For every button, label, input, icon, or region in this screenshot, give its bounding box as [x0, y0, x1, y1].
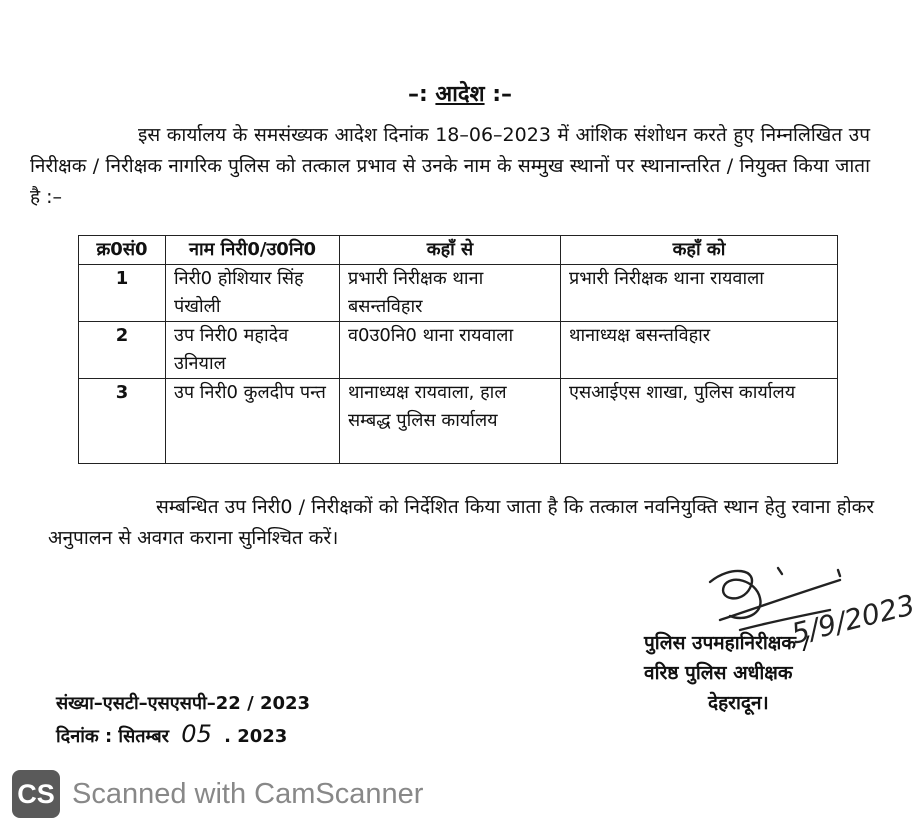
- transfer-table: [78, 235, 838, 464]
- camscanner-logo-icon: CS: [12, 770, 60, 818]
- cell-sno: 1: [79, 265, 166, 322]
- date-day: 05: [181, 720, 212, 748]
- order-title: [0, 78, 920, 108]
- intro-paragraph: इस कार्यालय के समसंख्यक आदेश दिनांक 18–06–2023 में आंशिक संशोधन करते हुए निम्नलिखित उप निरीक्षक / निरीक्षक नागरिक पुलिस को तत्काल प्रभाव से उनके नाम के सम्मुख स्थानों पर स्थानान्तरित / नियुक्त किया जाता है :–: [30, 124, 870, 208]
- cell-to: प्रभारी निरीक्षक थाना रायवाला: [561, 265, 838, 322]
- title-suffix: :–: [492, 82, 513, 107]
- camscanner-watermark: Scanned with CamScanner: [72, 778, 424, 810]
- cell-from: थानाध्यक्ष रायवाला, हाल सम्बद्ध पुलिस कार्यालय: [340, 379, 561, 464]
- title-prefix: –:: [407, 82, 428, 107]
- cell-sno: 2: [79, 322, 166, 379]
- table-header-row: [79, 236, 838, 265]
- order-date: [56, 719, 310, 752]
- cell-from: व0उ0नि0 थाना रायवाला: [340, 322, 561, 379]
- cell-to: थानाध्यक्ष बसन्तविहार: [561, 322, 838, 379]
- cell-to: एसआईएस शाखा, पुलिस कार्यालय: [561, 379, 838, 464]
- reference-number: संख्या–एसटी–एसएसपी–22 / 2023: [56, 693, 311, 714]
- signatory-block: [644, 628, 810, 718]
- cell-sno: 3: [79, 379, 166, 464]
- reference-block: [56, 688, 310, 752]
- header-sno: क्र0सं0: [79, 236, 166, 265]
- cell-name: उप निरी0 महादेव उनियाल: [166, 322, 340, 379]
- header-from: कहाँ से: [340, 236, 561, 265]
- table-row: [79, 379, 838, 464]
- cell-from: प्रभारी निरीक्षक थाना बसन्तविहार: [340, 265, 561, 322]
- signatory-line2: वरिष्ठ पुलिस अधीक्षक: [644, 662, 793, 684]
- cell-name: निरी0 होशियार सिंह पंखोली: [166, 265, 340, 322]
- instruction-paragraph: सम्बन्धित उप निरी0 / निरीक्षकों को निर्देशित किया जाता है कि तत्काल नवनियुक्ति स्थान हेतु रवाना होकर अनुपालन से अवगत कराना सुनिश्चित करें।: [48, 496, 874, 549]
- header-to: कहाँ को: [561, 236, 838, 265]
- table-row: [79, 322, 838, 379]
- signatory-line3: देहरादून।: [708, 692, 769, 714]
- date-label: दिनांक : सितम्बर: [56, 726, 170, 747]
- date-year: . 2023: [224, 726, 288, 747]
- header-name: नाम निरी0/उ0नि0: [166, 236, 340, 265]
- table-row: [79, 265, 838, 322]
- signatory-line1: पुलिस उपमहानिरीक्षक /: [644, 632, 810, 654]
- title-text: आदेश: [435, 82, 485, 107]
- signature-date: 5/9/2023: [788, 588, 919, 651]
- cell-name: उप निरी0 कुलदीप पन्त: [166, 379, 340, 464]
